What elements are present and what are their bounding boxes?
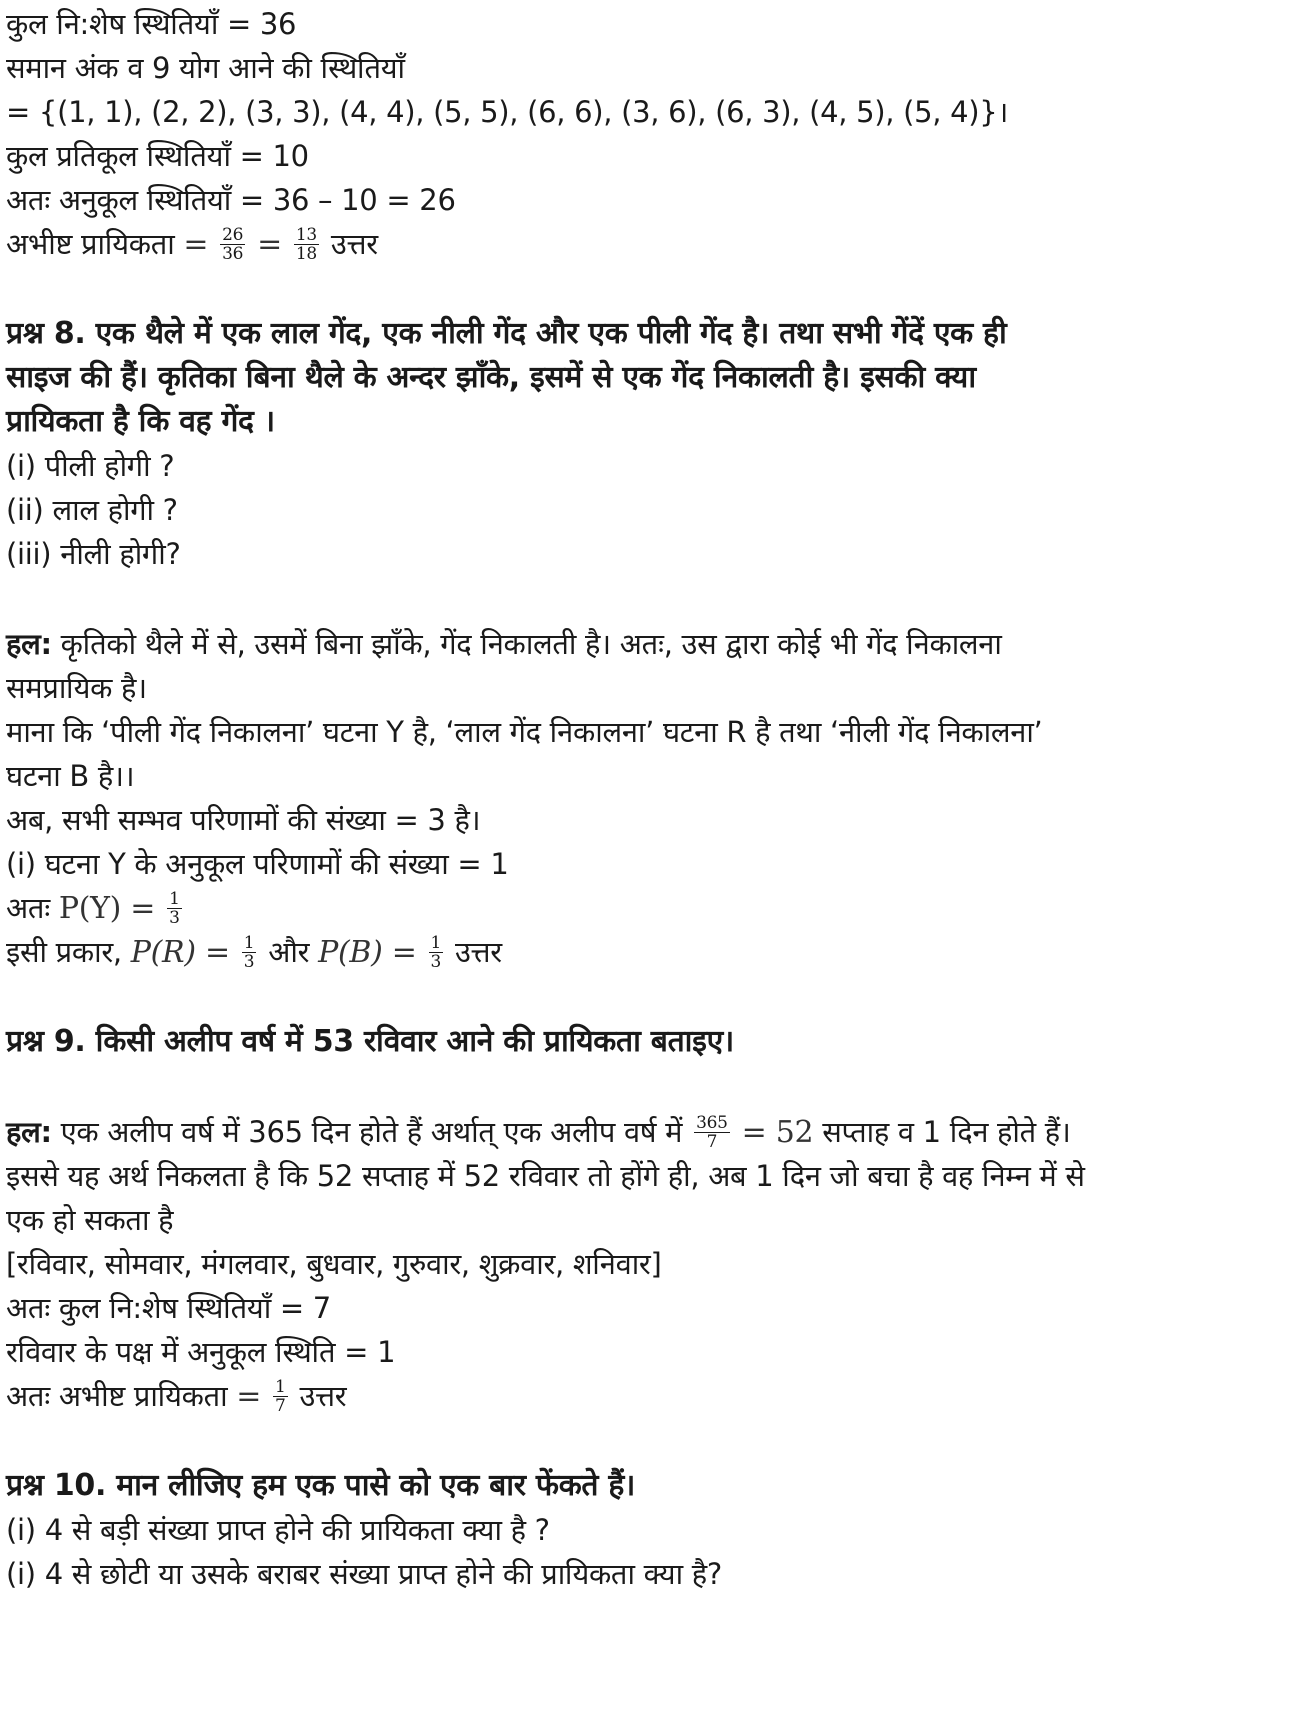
answer-label: उत्तर: [299, 1379, 347, 1413]
probability-y-line: [6, 886, 1301, 930]
result-prefix: अभीष्ट प्रायिकता: [6, 227, 175, 261]
question-8-heading: साइज की हैं। कृतिका बिना थैले के अन्दर झाँके, इसमें से एक गेंद निकालती है। इसकी क्या: [6, 360, 976, 395]
text-line: = {(1, 1), (2, 2), (3, 3), (4, 4), (5, 5), (6, 6), (3, 6), (6, 3), (4, 5), (5, 4)}।: [6, 95, 1009, 129]
text-line: समप्रायिक है।: [6, 671, 147, 705]
text-line: घटना B है।।: [6, 759, 135, 793]
equals-sign: =: [257, 227, 282, 262]
numerator: 1: [275, 1376, 286, 1397]
numerator: 1: [169, 888, 180, 909]
therefore-label: अतः: [6, 891, 50, 925]
question-part: (ii) लाल होगी ?: [6, 493, 178, 527]
fraction: [220, 226, 245, 263]
numerator: 13: [295, 224, 317, 245]
solution-line: [6, 622, 1301, 666]
denominator: 36: [222, 243, 244, 264]
denominator: 3: [169, 907, 180, 928]
math-expression: P(B) =: [318, 935, 417, 970]
text-line: अतः कुल नि:शेष स्थितियाँ = 7: [6, 1291, 331, 1325]
text-line: एक हो सकता है: [6, 1203, 174, 1237]
question-part: (i) 4 से छोटी या उसके बराबर संख्या प्राप्त होने की प्रायिकता क्या है?: [6, 1557, 722, 1591]
denominator: 7: [275, 1395, 286, 1416]
text-line: अब, सभी सम्भव परिणामों की संख्या = 3 है।: [6, 803, 481, 837]
text-line: कुल नि:शेष स्थितियाँ = 36: [6, 7, 297, 41]
denominator: 18: [295, 243, 317, 264]
probability-rb-line: [6, 930, 1301, 974]
question-8-heading: प्रायिकता है कि वह गेंद ।: [6, 404, 275, 439]
equals-sign: =: [236, 1379, 262, 1414]
text-line: [रविवार, सोमवार, मंगलवार, बुधवार, गुरुवार, शुक्रवार, शनिवार]: [6, 1247, 662, 1281]
fraction: [273, 1378, 288, 1415]
text-line: कुल प्रतिकूल स्थितियाँ = 10: [6, 139, 309, 173]
result-prefix: अतः अभीष्ट प्रायिकता: [6, 1379, 228, 1413]
numerator: 365: [696, 1112, 728, 1133]
solution-text: सप्ताह व 1 दिन होते हैं।: [822, 1115, 1071, 1149]
solution-text: कृतिको थैले में से, उसमें बिना झाँके, गेंद निकालती है। अतः, उस द्वारा कोई भी गेंद निकालना: [51, 627, 1002, 661]
fraction: [167, 890, 182, 927]
text-line: समान अंक व 9 योग आने की स्थितियाँ: [6, 51, 405, 85]
solution-line: [6, 1110, 1301, 1154]
fraction: [242, 934, 257, 971]
question-9-heading: प्रश्न 9. किसी अलीप वर्ष में 53 रविवार आने की प्रायिकता बताइए।: [6, 1024, 734, 1059]
fraction: [694, 1114, 730, 1151]
answer-label: उत्तर: [454, 935, 502, 969]
question-part: (iii) नीली होगी?: [6, 537, 181, 571]
numerator: 26: [222, 224, 244, 245]
question-8-heading: प्रश्न 8. एक थैले में एक लाल गेंद, एक नीली गेंद और एक पीली गेंद है। तथा सभी गेंदें एक ही: [6, 316, 1007, 351]
text-line: रविवार के पक्ष में अनुकूल स्थिति = 1: [6, 1335, 396, 1369]
equals-sign: =: [183, 227, 209, 262]
denominator: 3: [243, 951, 255, 972]
text-line: (i) घटना Y के अनुकूल परिणामों की संख्या = 1: [6, 847, 509, 881]
probability-result-line: [6, 1374, 1301, 1418]
and-label: और: [268, 935, 310, 969]
question-part: (i) 4 से बड़ी संख्या प्राप्त होने की प्रायिकता क्या है ?: [6, 1513, 550, 1547]
solution-label: हल:: [6, 627, 52, 661]
solution-text: एक अलीप वर्ष में 365 दिन होते हैं अर्थात् एक अलीप वर्ष में: [51, 1115, 683, 1149]
document-page: [6, 2, 1301, 1596]
denominator: 7: [706, 1131, 718, 1152]
math-expression: = 52: [741, 1115, 814, 1150]
math-expression: P(R) =: [130, 935, 230, 970]
similarly-label: इसी प्रकार,: [6, 935, 122, 969]
fraction: [429, 934, 444, 971]
question-part: (i) पीली होगी ?: [6, 449, 175, 483]
numerator: 1: [430, 932, 442, 953]
solution-label: हल:: [6, 1115, 52, 1149]
text-line: माना कि ‘पीली गेंद निकालना’ घटना Y है, ‘लाल गेंद निकालना’ घटना R है तथा ‘नीली गेंद निकालना’: [6, 715, 1043, 749]
text-line: अतः अनुकूल स्थितियाँ = 36 – 10 = 26: [6, 183, 456, 217]
question-10-heading: प्रश्न 10. मान लीजिए हम एक पासे को एक बार फेंकते हैं।: [6, 1468, 636, 1503]
answer-label: उत्तर: [330, 227, 378, 261]
fraction: [294, 226, 319, 263]
denominator: 3: [430, 951, 442, 972]
probability-result-line: [6, 222, 1301, 266]
text-line: इससे यह अर्थ निकलता है कि 52 सप्ताह में 52 रविवार तो होंगे ही, अब 1 दिन जो बचा है वह निम्न में से: [6, 1159, 1085, 1193]
math-expression: P(Y) =: [58, 891, 156, 926]
numerator: 1: [243, 932, 255, 953]
